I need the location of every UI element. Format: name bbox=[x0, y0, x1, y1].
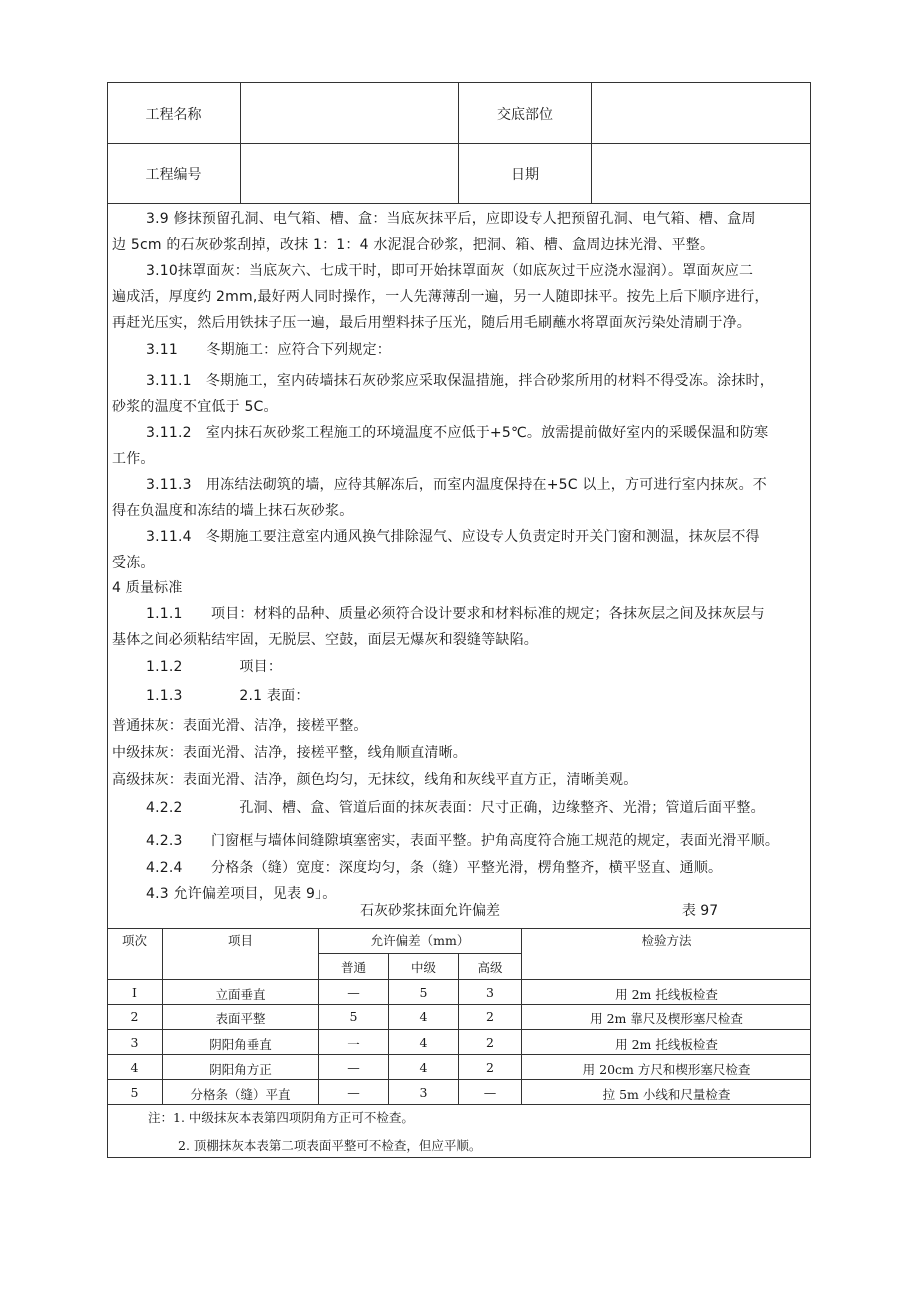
para-3-11-1-line1: 3.11.1 冬期施工，室内砖墙抹石灰砂浆应采取保温措施，拌合砂浆所用的材料不得受冻。涂抹时， bbox=[146, 373, 774, 389]
table-row-4-high: 2 bbox=[486, 1060, 494, 1075]
table-row-1-bottom bbox=[107, 1004, 811, 1005]
table-row-3-high: 2 bbox=[486, 1035, 494, 1050]
table-row-5-bottom bbox=[107, 1104, 811, 1105]
table-row-3-normal: 一 bbox=[347, 1037, 360, 1052]
table-row-4-item: 阴阳角方正 bbox=[209, 1062, 272, 1077]
col-header-seq: 项次 bbox=[121, 933, 147, 948]
table-row-3-seq: 3 bbox=[130, 1035, 139, 1050]
para-4-2-2: 4.2.2 孔洞、槽、盒、管道后面的抹灰表面：尺寸正确，边缘整齐、光滑；管道后面平整。 bbox=[146, 800, 765, 816]
para-3-9-line2: 边 5cm 的石灰砂浆刮掉，改抹 1：1：4 水泥混合砂浆，把洞、箱、槽、盒周边抹光滑、平整。 bbox=[112, 237, 715, 253]
table-row-3-item: 阴阳角垂直 bbox=[209, 1037, 272, 1052]
table-note-1: 注：1. 中级抹灰本表第四项阴角方正可不检查。 bbox=[148, 1110, 414, 1125]
table-row-4-seq: 4 bbox=[130, 1060, 139, 1075]
date-label: 日期 bbox=[511, 167, 539, 183]
header-divider-2 bbox=[107, 203, 811, 204]
para-3-10-line1: 3.10抹罩面灰：当底灰六、七成干时，即可开始抹罩面灰（如底灰过干应浇水湿润）。罩面灰应二 bbox=[146, 263, 754, 279]
table-row-4-method: 用 20cm 方尺和楔形塞尺检查 bbox=[582, 1062, 751, 1077]
col-header-tolerance: 允许偏差（mm） bbox=[370, 933, 470, 948]
para-4-3: 4.3 允许偏差项目，见表 9」。 bbox=[146, 886, 337, 902]
mid-plaster-line: 中级抹灰：表面光滑、洁净，接槎平整，线角顺直清晰。 bbox=[112, 745, 467, 761]
table-row-4-bottom bbox=[107, 1079, 811, 1080]
col-header-mid: 中级 bbox=[410, 960, 436, 975]
para-3-9-line1: 3.9 修抹预留孔洞、电气箱、槽、盒：当底灰抹平后，应即设专人把预留孔洞、电气箱、槽、盒周 bbox=[146, 211, 756, 227]
table-row-3-bottom bbox=[107, 1054, 811, 1055]
table-note-2: 2. 顶棚抹灰本表第二项表面平整可不检查，但应平顺。 bbox=[178, 1138, 482, 1153]
table-row-2-normal: 5 bbox=[349, 1009, 358, 1024]
table-row-5-item: 分格条（缝）平直 bbox=[190, 1087, 291, 1102]
header-vline-2 bbox=[458, 82, 459, 203]
table-row-3-mid: 4 bbox=[419, 1035, 428, 1050]
header-vline-3 bbox=[591, 82, 592, 203]
para-3-11-3-line2: 得在负温度和冻结的墙上抹石灰砂浆。 bbox=[112, 503, 354, 519]
para-3-11-2-line2: 工作。 bbox=[112, 451, 155, 467]
para-3-11-4-line1: 3.11.4 冬期施工要注意室内通风换气排除湿气、应设专人负责定时开关门窗和测温，抹灰层不得 bbox=[146, 529, 760, 545]
para-3-11: 3.11 冬期施工：应符合下列规定： bbox=[146, 342, 391, 358]
table-row-5-seq: 5 bbox=[130, 1085, 139, 1100]
table-row-2-method: 用 2m 靠尺及楔形塞尺检查 bbox=[590, 1011, 743, 1026]
table-row-4-mid: 4 bbox=[419, 1060, 428, 1075]
handover-part-label: 交底部位 bbox=[497, 107, 553, 123]
para-3-11-3-line1: 3.11.3 用冻结法砌筑的墙，应待其解冻后，而室内温度保持在+5C 以上，方可进行室内抹灰。不 bbox=[146, 477, 767, 493]
table-row-2-bottom bbox=[107, 1029, 811, 1030]
para-3-10-line3: 再赶光压实，然后用铁抹子压一遍，最后用塑料抹子压光，随后用毛刷蘸水将罩面灰污染处清刷于净。 bbox=[112, 315, 751, 331]
table-row-5-mid: 3 bbox=[419, 1085, 428, 1100]
table-top-line bbox=[107, 928, 811, 929]
header-vline-1 bbox=[240, 82, 241, 203]
table-row-2-item: 表面平整 bbox=[215, 1011, 266, 1026]
para-3-10-line2: 遍成活，厚度约 2mm,最好两人同时操作，一人先薄薄刮一遍，另一人随即抹平。按先上后下顺序进行， bbox=[112, 289, 769, 305]
para-1-1-1-line1: 1.1.1 项目：材料的品种、质量必须符合设计要求和材料标准的规定；各抹灰层之间及抹灰层与 bbox=[146, 606, 765, 622]
normal-plaster-line: 普通抹灰：表面光滑、洁净，接槎平整。 bbox=[112, 718, 368, 734]
col-header-method: 检验方法 bbox=[641, 933, 692, 948]
table-row-2-high: 2 bbox=[486, 1009, 494, 1024]
table-row-2-mid: 4 bbox=[419, 1009, 428, 1024]
table-title: 石灰砂浆抹面允许偏差 bbox=[360, 903, 500, 919]
para-1-1-2: 1.1.2 项目： bbox=[146, 659, 283, 675]
project-no-label: 工程编号 bbox=[145, 167, 202, 183]
para-1-1-1-line2: 基体之间必须粘结牢固，无脱层、空鼓，面层无爆灰和裂缝等缺陷。 bbox=[112, 632, 538, 648]
para-3-11-1-line2: 砂浆的温度不宜低于 5C。 bbox=[112, 399, 278, 415]
para-4-2-3: 4.2.3 门窗框与墙体间缝隙填塞密实，表面平整。护角高度符合施工规范的规定，表面光滑平顺。 bbox=[146, 833, 780, 849]
table-header-bottom bbox=[107, 979, 811, 980]
table-number: 表 97 bbox=[681, 903, 719, 919]
table-row-3-method: 用 2m 托线板检查 bbox=[615, 1037, 718, 1052]
high-plaster-line: 高级抹灰：表面光滑、洁净，颜色均匀，无抹纹，线角和灰线平直方正，清晰美观。 bbox=[112, 772, 638, 788]
project-name-label: 工程名称 bbox=[145, 107, 202, 123]
table-row-5-high: — bbox=[483, 1085, 497, 1100]
table-row-1-high: 3 bbox=[486, 985, 494, 1000]
table-row-4-normal: — bbox=[347, 1060, 360, 1075]
col-header-high: 高级 bbox=[477, 960, 503, 975]
table-row-5-method: 拉 5m 小线和尺量检查 bbox=[602, 1087, 731, 1102]
table-row-5-normal: — bbox=[347, 1085, 360, 1100]
table-row-1-mid: 5 bbox=[419, 985, 428, 1000]
table-row-1-item: 立面垂直 bbox=[215, 987, 266, 1002]
quality-section-title: 4 质量标准 bbox=[112, 580, 183, 596]
col-header-item: 项目 bbox=[227, 933, 253, 948]
para-3-11-2-line1: 3.11.2 室内抹石灰砂浆工程施工的环境温度不应低于+5℃。放需提前做好室内的采暖保温和防寒 bbox=[146, 425, 769, 441]
header-divider-1 bbox=[107, 143, 811, 144]
table-row-1-method: 用 2m 托线板检查 bbox=[615, 987, 718, 1002]
table-row-1-seq: I bbox=[132, 985, 137, 1000]
table-row-1-normal: — bbox=[347, 985, 360, 1000]
para-1-1-3: 1.1.3 2.1 表面： bbox=[146, 688, 310, 704]
para-3-11-4-line2: 受冻。 bbox=[112, 555, 155, 571]
table-subheader-line bbox=[318, 953, 521, 954]
col-header-normal: 普通 bbox=[340, 960, 366, 975]
table-row-2-seq: 2 bbox=[130, 1009, 139, 1024]
para-4-2-4: 4.2.4 分格条（缝）宽度：深度均匀，条（缝）平整光滑，楞角整齐，横平竖直、通顺。 bbox=[146, 860, 723, 876]
